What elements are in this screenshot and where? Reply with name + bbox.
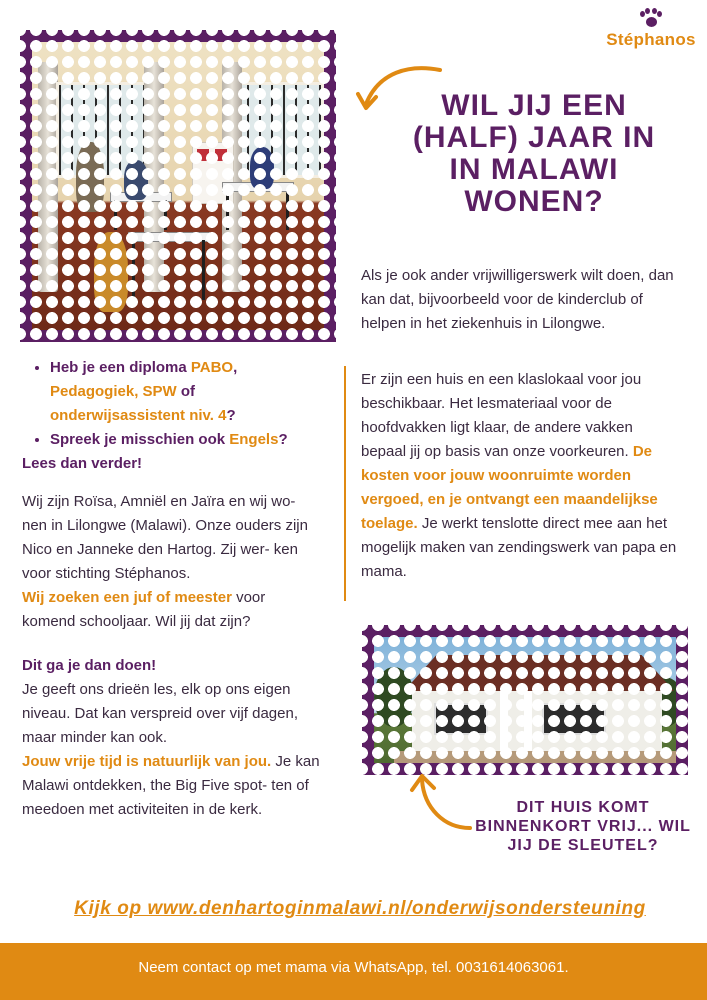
housing-paragraph [361,368,681,584]
intro-highlight: Wij zoeken een juf of meester [22,589,232,606]
volunteer-paragraph: Als je ook ander vrijwilligerswerk wilt doen, dan kan dat, bijvoorbeeld voor de kinderclub of helpen in het ziekenhuis in Lilongwe. [361,267,674,332]
house-photo-frame [362,625,688,775]
intro-paragraph [22,490,322,634]
intro-text-after: voor komend schooljaar. Wil jij dat zijn? [22,589,266,630]
tasks-section [22,654,322,822]
classroom-photo-frame [20,30,336,342]
house-caption: DIT HUIS KOMT BINNENKORT VRIJ... WIL JIJ DE SLEUTEL? [475,799,691,854]
read-on-text: Lees dan verder! [22,455,143,472]
classroom-photo [32,42,324,330]
curved-arrow-icon [404,768,474,838]
website-link[interactable]: Kijk op www.denhartoginmalawi.nl/onderwijsondersteuning [74,898,646,919]
list-item: • Spreek je misschien ook Engels? [50,428,322,452]
list-item: • Heb je een diploma PABO, Pedagogiek, SPW of onderwijsassistent niv. 4? [50,356,322,428]
vertical-divider [344,366,346,601]
requirements-list [22,356,322,476]
house-photo [374,637,676,763]
tasks-paragraph [22,678,322,822]
brand-logo [605,8,697,52]
page-headline: WIL JIJ EEN (HALF) JAAR IN IN MALAWI WONEN? [412,89,656,218]
paw-icon [638,8,664,30]
tasks-highlight: Jouw vrije tijd is natuurlijk van jou. [22,753,272,770]
housing-text-after: Je werkt tenslotte direct mee aan het mogelijk maken van zendingswerk van papa en mama. [361,515,677,580]
tasks-heading: Dit ga je dan doen! [22,657,157,674]
brand-name: Stéphanos [606,30,696,49]
housing-highlight: De kosten voor jouw woonruimte worden vergoed, en je ontvangt een maandelijkse toelage. [361,443,658,532]
tasks-text: Je geeft ons drieën les, elk op ons eigen niveau. Dat kan verspreid over vijf dagen, maar minder kan ook. [22,681,298,746]
intro-text: Wij zijn Roïsa, Amniël en Jaïra en wij wo- nen in Lilongwe (Malawi). Onze ouders zijn Nico en Janneke den Hartog. Zij wer- ken voor stichting Stéphanos. [22,493,308,582]
housing-text: Er zijn een huis en een klaslokaal voor jou beschikbaar. Het lesmateriaal voor de hoofdvakken ligt klaar, de andere vakken bepaal jij op basis van onze voorkeuren. [361,371,642,460]
curved-arrow-icon [354,64,444,116]
contact-footer: Neem contact op met mama via WhatsApp, tel. 0031614063061. [0,943,707,1000]
tasks-text-after: Je kan Malawi ontdekken, the Big Five spot- ten of meedoen met activiteiten in de kerk. [22,753,320,818]
